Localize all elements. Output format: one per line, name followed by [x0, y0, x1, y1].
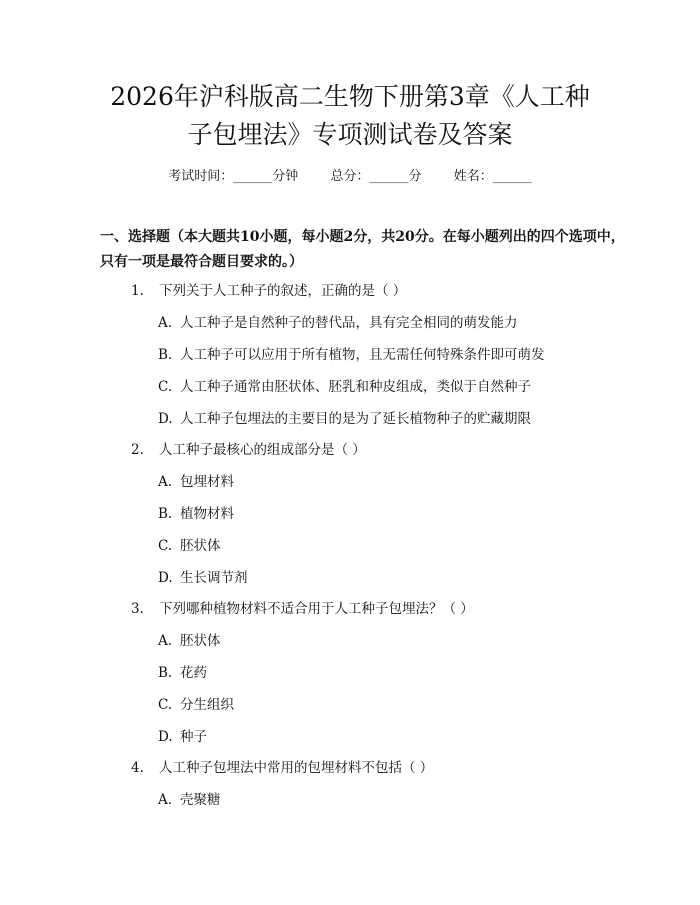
option-text: 植物材料	[180, 506, 234, 522]
option-text: 胚状体	[180, 633, 221, 649]
total-score-field: 总分：______分	[330, 169, 422, 184]
question-2-option-a	[158, 472, 628, 492]
question-3-option-d	[158, 727, 628, 747]
question-1-option-c	[158, 377, 628, 397]
question-3-option-c	[158, 695, 628, 715]
question-number: 1.	[131, 283, 144, 299]
question-2-option-b	[158, 504, 628, 524]
option-letter: A.	[158, 315, 173, 331]
question-stem: 人工种子包埋法中常用的包埋材料不包括（ ）	[159, 760, 434, 776]
question-2-option-c	[158, 536, 628, 556]
option-text: 人工种子包埋法的主要目的是为了延长植物种子的贮藏期限	[180, 411, 531, 427]
question-1-option-d	[158, 409, 628, 429]
option-text: 壳聚糖	[180, 792, 221, 808]
question-number: 2.	[131, 442, 144, 458]
option-letter: A.	[158, 792, 173, 808]
question-number: 4.	[131, 760, 144, 776]
question-stem: 下列哪种植物材料不适合用于人工种子包埋法？（ ）	[159, 601, 474, 617]
question-stem: 下列关于人工种子的叙述，正确的是（ ）	[159, 283, 407, 299]
option-letter: C.	[158, 697, 173, 713]
option-text: 人工种子可以应用于所有植物，且无需任何特殊条件即可萌发	[180, 347, 545, 363]
option-letter: C.	[158, 538, 173, 554]
exam-time-field: 考试时间：______分钟	[168, 169, 299, 184]
question-2-option-d	[158, 568, 628, 588]
question-3-option-a	[158, 631, 628, 651]
question-1-option-a	[158, 313, 628, 333]
question-2	[131, 440, 631, 460]
question-3-option-b	[158, 663, 628, 683]
option-text: 人工种子通常由胚状体、胚乳和种皮组成，类似于自然种子	[180, 379, 531, 395]
option-letter: D.	[158, 411, 173, 427]
question-4	[131, 758, 631, 778]
option-text: 人工种子是自然种子的替代品，具有完全相同的萌发能力	[180, 315, 518, 331]
option-text: 包埋材料	[180, 474, 234, 490]
student-name-field: 姓名：______	[453, 169, 532, 184]
question-4-option-a	[158, 790, 628, 810]
question-1-option-b	[158, 345, 628, 365]
option-letter: B.	[158, 665, 173, 681]
option-text: 胚状体	[180, 538, 221, 554]
option-letter: D.	[158, 729, 173, 745]
exam-info-line	[0, 167, 700, 187]
option-letter: A.	[158, 633, 173, 649]
option-letter: C.	[158, 379, 173, 395]
option-text: 种子	[180, 729, 207, 745]
option-letter: A.	[158, 474, 173, 490]
option-text: 生长调节剂	[180, 570, 248, 586]
title-line-1: 2026年沪科版高二生物下册第3章《人工种	[110, 82, 590, 111]
question-number: 3.	[131, 601, 144, 617]
question-3	[131, 599, 631, 619]
option-letter: D.	[158, 570, 173, 586]
option-letter: B.	[158, 347, 173, 363]
option-letter: B.	[158, 506, 173, 522]
option-text: 分生组织	[180, 697, 234, 713]
question-1	[131, 281, 631, 301]
section-heading: 一、选择题（本大题共10小题，每小题2分，共20分。在每小题列出的四个选项中，只有一项是最符合题目要求的。）	[100, 229, 625, 270]
page-title	[60, 78, 640, 154]
question-stem: 人工种子最核心的组成部分是（ ）	[159, 442, 366, 458]
option-text: 花药	[180, 665, 207, 681]
title-line-2: 子包埋法》专项测试卷及答案	[187, 120, 513, 149]
